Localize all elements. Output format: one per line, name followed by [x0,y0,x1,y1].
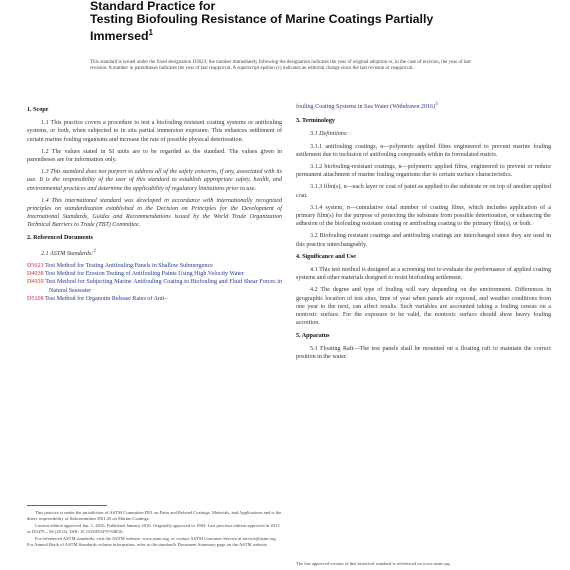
footnote-right: The last approved version of this historical standard is referenced on www.astm.org. [296,561,451,566]
section-heading-terminology: 3. Terminology [296,118,335,125]
title-line-3-text: Immersed [90,29,149,44]
reference-item[interactable] [27,270,282,278]
title-line-3 [90,26,490,43]
footnote-marker-3: 3 [435,101,438,107]
title-footnote-marker: 1 [148,28,153,37]
paragraph-1-1: 1.1 This practice covers a procedure to test a biofouling resistant coating systems or antifouling systems, or both, when subjected to in situ partial immersion exposure. This enhances settlement of certain marine fouling organisms and increase the rate of possible physical deterioration. [27,120,282,143]
document-title [90,0,490,43]
footnote-divider [27,505,107,506]
reference-item[interactable] [27,262,282,270]
reference-code[interactable]: D4939 [27,279,44,286]
section-heading-referenced-documents: 2. Referenced Documents [27,234,94,241]
right-column [296,102,551,365]
paragraph-4-1: 4.1 This test method is designed as a screening test to evaluate the performance of applied coating systems and other materials designed to resist biofouling settlement. [296,267,551,282]
reference-code[interactable]: D3623 [27,263,44,270]
reference-continuation-text[interactable]: fouling Coating Systems in Sea Water (Withdrawn 2016) [296,104,436,111]
reference-title[interactable]: Test Method for Testing Antifouling Panels in Shallow Submergence [45,263,213,270]
paragraph-3-1-2: 3.1.2 biofouling-resistant coatings, n—polymeric applied films, engineered to prevent or reduce permanent attachment of marine fouling organisms due to certain surface characteristics. [296,164,551,179]
title-line-1: Standard Practice for [90,0,216,13]
reference-title[interactable]: Test Method for Subjecting Marine Antifouling Coating to Biofouling and Fluid Shear Forces in Natural Seawater [45,279,282,294]
paragraph-1-2: 1.2 The values stated in SI units are to be regarded as the standard. The values given in parentheses are for information only. [27,148,282,164]
reference-item[interactable] [27,295,282,303]
paragraph-2-1-text: 2.1 ASTM Standards: [41,250,94,257]
left-column [27,102,282,303]
paragraph-3-1-4: 3.1.4 system, n—cumulative total number of coating films, which includes application of a primary film(s) for the purpose of protecting the substrate from possible deterioration, or enhancing the adhesion of the biofouling resistant coating or antifouling coating to the primary film(s), or both. [296,204,551,228]
paragraph-2-1 [27,247,282,258]
paragraph-4-2: 4.2 The degree and type of fouling will vary depending on the environment. Differences in geographic location of test sites, time of year when panels are exposed, and weather conditions from one year to the next, can affect results. Such variables are accounted taking a fouling census on a nontoxic surface. For the exposure to be valid, the nontoxic surface should show heavy fouling accretion. [296,287,551,327]
reference-title[interactable]: Test Method for Erosion Testing of Antifouling Paints Using High Velocity Water [45,271,244,278]
reference-item[interactable] [27,278,282,294]
paragraph-3-1-1: 3.1.1 antifouling coatings, n—polymeric applied films engineered to prevent marine fouling settlement due to inclusion of antifouling compounds within its formulated matrix. [296,143,551,158]
paragraph-3-1: 3.1 Definitions: [310,131,349,138]
designation-notice: This standard is issued under the fixed designation D3623; the number immediately following the designation indicates the year of original adoption or, in the case of revision, the year of last revision. A number in parentheses indicates the year of last reapproval. A superscript epsilon (ε) indicates an editorial change since the last revision or reapproval. [90,60,471,71]
paragraph-5-1: 5.1 Floating Raft—The test panels shall be mounted on a floating raft to maintain the correct position in the water. [296,345,551,360]
section-heading-scope: 1. Scope [27,107,49,113]
reference-continuation[interactable] [296,100,551,111]
reference-code[interactable]: D4938 [27,271,44,278]
footnote-1b: Current edition approved Jan. 1, 2016. Published January 2016. Originally approved in 1984. Last previous edition approved in 2013 as D5479 – 94 (2013). DOI: 10.1520/D5479-94R16. [27,523,280,534]
section-heading-significance: 4. Significance and Use [296,253,356,260]
paragraph-1-4: 1.4 This international standard was developed in accordance with internationally recognized principles on standardization established in the Decision on Principles for the Development of International Standards, Guides and Recommendations issued by the World Trade Organization Technical Barriers to Trade (TBT) Committee. [27,197,282,229]
section-heading-apparatus: 5. Apparatus [296,332,330,339]
footnote-marker-2: 2 [93,247,96,254]
footnotes-left [27,510,282,550]
title-line-2: Testing Biofouling Resistance of Marine Coatings Partially [90,12,434,26]
paragraph-3-1-3: 3.1.3 film(s), n—each layer or coat of paint as applied to the substrate or on top of another applied coat. [296,184,551,199]
reference-title[interactable]: Test Method for Organotin Release Rates of Anti- [45,295,167,302]
footnote-1: This practice is under the jurisdiction of ASTM Committee D01 on Paint and Related Coatings, Materials, and Applications and is the direct responsibility of Subcommittee D01.45 on Marine Coatings. [27,510,282,521]
paragraph-1-3: 1.3 This standard does not purport to address all of the safety concerns, if any, associated with its use. It is the responsibility of the user of this standard to establish appropriate safety, health, and environmental practices and determine the applicability of regulatory limitations prior to use. [27,169,282,192]
paragraph-3-2: 3.2 Biofouling resistant coatings and antifouling coatings are interchanged since they are used in this practice interchangeably. [296,233,551,248]
reference-code[interactable]: D5108 [27,295,44,302]
footnote-2: For referenced ASTM standards, visit the ASTM website, www.astm.org, or contact ASTM Customer Service at service@astm.org. For Annual Book of ASTM Standards volume information, refer to the standard's Document Summary page on the ASTM website. [27,536,277,547]
